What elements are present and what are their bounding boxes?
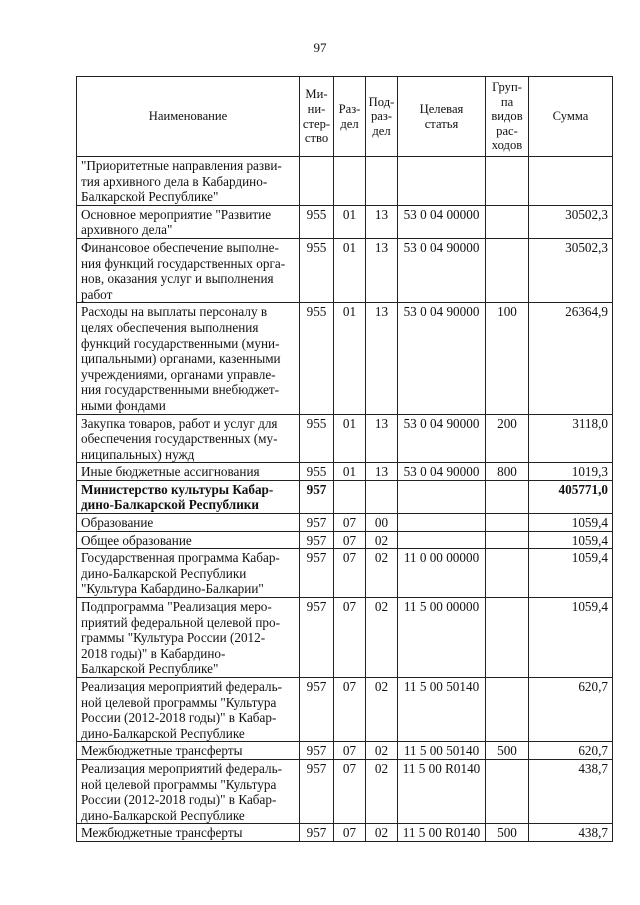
header-amount: Сумма <box>529 77 613 157</box>
cell-group <box>486 598 529 678</box>
cell-section: 01 <box>334 205 366 238</box>
cell-subsection: 02 <box>366 531 398 549</box>
cell-subsection: 13 <box>366 463 398 481</box>
cell-amount: 1019,3 <box>529 463 613 481</box>
table-row <box>77 514 613 532</box>
cell-amount: 26364,9 <box>529 303 613 414</box>
table-row <box>77 598 613 678</box>
cell-amount: 620,7 <box>529 678 613 742</box>
cell-section: 07 <box>334 759 366 823</box>
cell-target: 53 0 04 00000 <box>398 205 486 238</box>
cell-amount: 30502,3 <box>529 205 613 238</box>
cell-name: "Приоритетные направления разви- тия архивного дела в Кабардино- Балкарской Республике" <box>77 157 300 206</box>
budget-table <box>76 76 613 842</box>
cell-name: Закупка товаров, работ и услуг для обеспечения государственных (му- ниципальных) нужд <box>77 414 300 463</box>
cell-name: Общее образование <box>77 531 300 549</box>
cell-name: Реализация мероприятий федераль- ной целевой программы "Культура России (2012-2018 годы)" в Кабар- дино-Балкарской Республике <box>77 759 300 823</box>
cell-group: 200 <box>486 414 529 463</box>
cell-ministry: 957 <box>300 678 334 742</box>
cell-subsection <box>366 157 398 206</box>
cell-group: 500 <box>486 824 529 842</box>
cell-group <box>486 480 529 513</box>
cell-ministry: 957 <box>300 598 334 678</box>
cell-group <box>486 205 529 238</box>
cell-target: 11 5 00 50140 <box>398 678 486 742</box>
cell-name: Подпрограмма "Реализация меро- приятий федеральной целевой про- граммы "Культура России (2012- 2018 годы)" в Кабардино- Балкарской Республике" <box>77 598 300 678</box>
cell-section: 07 <box>334 514 366 532</box>
cell-section: 07 <box>334 531 366 549</box>
cell-name: Финансовое обеспечение выполне- ния функций государственных орга- нов, оказания услуг и выполнения работ <box>77 238 300 302</box>
cell-subsection: 02 <box>366 759 398 823</box>
cell-amount: 438,7 <box>529 759 613 823</box>
cell-amount: 30502,3 <box>529 238 613 302</box>
cell-ministry: 955 <box>300 303 334 414</box>
cell-target <box>398 480 486 513</box>
cell-amount <box>529 157 613 206</box>
cell-target: 11 5 00 R0140 <box>398 824 486 842</box>
cell-group: 100 <box>486 303 529 414</box>
cell-section: 07 <box>334 549 366 598</box>
cell-subsection: 13 <box>366 414 398 463</box>
cell-group: 800 <box>486 463 529 481</box>
cell-subsection: 13 <box>366 238 398 302</box>
cell-group <box>486 157 529 206</box>
cell-ministry: 955 <box>300 463 334 481</box>
cell-target: 53 0 04 90000 <box>398 414 486 463</box>
cell-subsection: 13 <box>366 205 398 238</box>
cell-target: 11 5 00 00000 <box>398 598 486 678</box>
cell-group <box>486 678 529 742</box>
cell-target: 53 0 04 90000 <box>398 463 486 481</box>
table-row <box>77 238 613 302</box>
cell-section: 01 <box>334 303 366 414</box>
cell-section: 07 <box>334 824 366 842</box>
cell-name: Расходы на выплаты персоналу в целях обеспечения выполнения функций государственными (муни- ципальными) органами, казенными учреждениями, органами управле- ния государственными внебюджет- ными фондами <box>77 303 300 414</box>
table-row <box>77 678 613 742</box>
cell-section <box>334 157 366 206</box>
cell-name: Межбюджетные трансферты <box>77 742 300 760</box>
cell-amount: 620,7 <box>529 742 613 760</box>
table-row <box>77 742 613 760</box>
cell-subsection: 13 <box>366 303 398 414</box>
cell-subsection: 02 <box>366 678 398 742</box>
cell-subsection: 02 <box>366 824 398 842</box>
cell-section: 07 <box>334 598 366 678</box>
cell-target <box>398 514 486 532</box>
cell-amount: 3118,0 <box>529 414 613 463</box>
cell-target: 53 0 04 90000 <box>398 238 486 302</box>
cell-target <box>398 157 486 206</box>
cell-group <box>486 514 529 532</box>
cell-section <box>334 480 366 513</box>
cell-name: Министерство культуры Кабар- дино-Балкарской Республики <box>77 480 300 513</box>
cell-ministry: 957 <box>300 549 334 598</box>
header-ministry: Ми- ни- стер- ство <box>300 77 334 157</box>
cell-subsection <box>366 480 398 513</box>
cell-amount: 1059,4 <box>529 598 613 678</box>
cell-name: Иные бюджетные ассигнования <box>77 463 300 481</box>
cell-name: Основное мероприятие "Развитие архивного дела" <box>77 205 300 238</box>
cell-amount: 438,7 <box>529 824 613 842</box>
header-name: Наименование <box>77 77 300 157</box>
cell-amount: 405771,0 <box>529 480 613 513</box>
cell-ministry: 957 <box>300 514 334 532</box>
cell-ministry: 957 <box>300 759 334 823</box>
header-target: Целевая статья <box>398 77 486 157</box>
cell-amount: 1059,4 <box>529 531 613 549</box>
cell-ministry: 955 <box>300 205 334 238</box>
cell-ministry: 955 <box>300 238 334 302</box>
table-row <box>77 463 613 481</box>
cell-target <box>398 531 486 549</box>
cell-section: 07 <box>334 742 366 760</box>
header-section: Раз- дел <box>334 77 366 157</box>
page-number: 97 <box>313 40 327 55</box>
cell-ministry: 957 <box>300 824 334 842</box>
cell-subsection: 02 <box>366 598 398 678</box>
cell-ministry: 957 <box>300 480 334 513</box>
cell-amount: 1059,4 <box>529 514 613 532</box>
cell-group <box>486 549 529 598</box>
cell-target: 53 0 04 90000 <box>398 303 486 414</box>
header-group: Груп- па видов рас- ходов <box>486 77 529 157</box>
table-row <box>77 414 613 463</box>
table-row-ministry <box>77 480 613 513</box>
cell-target: 11 5 00 R0140 <box>398 759 486 823</box>
cell-group <box>486 238 529 302</box>
cell-subsection: 00 <box>366 514 398 532</box>
cell-section: 01 <box>334 238 366 302</box>
cell-subsection: 02 <box>366 549 398 598</box>
cell-amount: 1059,4 <box>529 549 613 598</box>
cell-ministry: 957 <box>300 531 334 549</box>
cell-target: 11 0 00 00000 <box>398 549 486 598</box>
cell-ministry <box>300 157 334 206</box>
cell-group: 500 <box>486 742 529 760</box>
cell-name: Реализация мероприятий федераль- ной целевой программы "Культура России (2012-2018 годы)" в Кабар- дино-Балкарской Республике <box>77 678 300 742</box>
table-row <box>77 157 613 206</box>
table-row <box>77 759 613 823</box>
cell-ministry: 957 <box>300 742 334 760</box>
cell-target: 11 5 00 50140 <box>398 742 486 760</box>
table-row <box>77 549 613 598</box>
cell-name: Межбюджетные трансферты <box>77 824 300 842</box>
cell-ministry: 955 <box>300 414 334 463</box>
table-row <box>77 205 613 238</box>
cell-name: Образование <box>77 514 300 532</box>
cell-section: 01 <box>334 463 366 481</box>
cell-group <box>486 759 529 823</box>
header-row <box>77 77 613 157</box>
table-row <box>77 824 613 842</box>
cell-name: Государственная программа Кабар- дино-Балкарской Республики "Культура Кабардино-Балкарии" <box>77 549 300 598</box>
cell-subsection: 02 <box>366 742 398 760</box>
cell-group <box>486 531 529 549</box>
cell-section: 01 <box>334 414 366 463</box>
header-subsection: Под- раз- дел <box>366 77 398 157</box>
cell-section: 07 <box>334 678 366 742</box>
table-row <box>77 303 613 414</box>
table-row <box>77 531 613 549</box>
